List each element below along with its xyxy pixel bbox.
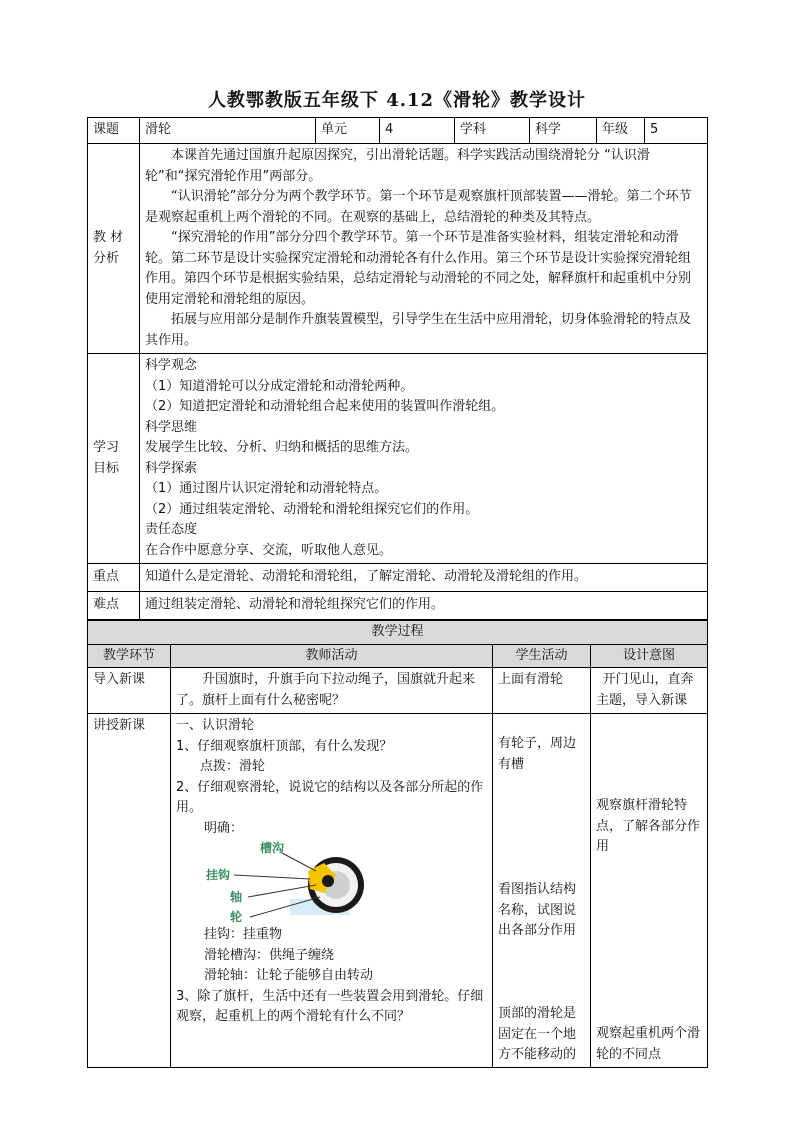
objective-item: 在合作中愿意分享、交流，听取他人意见。 [145, 542, 393, 558]
teacher-line: 点拨：滑轮 [200, 759, 266, 774]
header-teacher: 教师活动 [171, 644, 493, 668]
unit-value: 4 [380, 118, 455, 144]
intro-intent [591, 668, 708, 714]
teacher-line: 滑轮槽沟：供绳子缠绕 [204, 947, 335, 963]
label-hook: 挂钩 [206, 868, 231, 882]
course-value: 滑轮 [140, 118, 316, 144]
document-title: 人教鄂教版五年级下 4.12《滑轮》教学设计 [207, 90, 587, 111]
process-title-row [88, 621, 708, 645]
teacher-line: 1、仔细观察旗杆顶部，有什么发现？ [176, 738, 393, 754]
teacher-line: 2、仔细观察滑轮，说说它的结构以及各部分所起的作用。 [176, 779, 484, 815]
teacher-line: 明确： [204, 820, 244, 836]
intro-teacher [171, 668, 493, 714]
grade-value: 5 [645, 118, 708, 144]
material-paragraph: “探究滑轮的作用”部分分四个教学环节。第一个环节是准备实验材料，组装定滑轮和动滑轮。第二环节是设计实验探究定滑轮和动滑轮各有什么作用。第三个环节是设计实验探究滑轮组作用。第四个环节是根据实验结果，总结定滑轮与动滑轮的不同之处，解释旗杆和起重机中分别使用定滑轮和滑轮组的原因。 [145, 230, 692, 307]
key-points-label: 重点 [88, 564, 140, 592]
label-wheel: 轮 [230, 910, 243, 924]
objective-item: 发展学生比较、分析、归纳和概括的思维方法。 [145, 440, 419, 455]
material-paragraph: 拓展与应用部分是制作升旗装置模型，引导学生在生活中应用滑轮，切身体验滑轮的特点及其作用。 [145, 312, 692, 348]
header-stage: 教学环节 [88, 644, 171, 668]
key-points-text: 知道什么是定滑轮、动滑轮和滑轮组，了解定滑轮、动滑轮及滑轮组的作用。 [140, 564, 708, 592]
lesson-stage: 讲授新课 [88, 714, 171, 1068]
student-answer: 看图指认结构名称，试图说出各部分作用 [498, 882, 577, 938]
lesson-intent [591, 714, 708, 1068]
lesson-row [88, 714, 708, 1068]
info-row-basic [88, 118, 708, 144]
objective-item: （1）知道滑轮可以分成定滑轮和动滑轮两种。 [145, 378, 414, 394]
objective-heading: 责任态度 [145, 522, 198, 537]
difficulties-label: 难点 [88, 592, 140, 620]
student-answer: 有轮子，周边有槽 [498, 736, 577, 772]
objective-heading: 科学探索 [145, 460, 198, 476]
objective-item: （1）通过图片认识定滑轮和动滑轮特点。 [145, 481, 388, 496]
material-paragraph: 本课首先通过国旗升起原因探究，引出滑轮话题。科学实践活动围绕滑轮分 “认识滑轮”和“探究滑轮作用”两部分。 [145, 148, 650, 184]
difficulties-row [88, 592, 708, 620]
teaching-process-table [87, 620, 708, 1068]
process-header-row [88, 644, 708, 668]
subject-label: 学科 [455, 118, 530, 144]
objectives-label: 学习 目标 [88, 354, 140, 564]
intro-row [88, 668, 708, 714]
header-student: 学生活动 [493, 644, 591, 668]
intent-text: 观察起重机两个滑轮的不同点 [596, 1026, 701, 1062]
difficulties-text: 通过组装定滑轮、动滑轮和滑轮组探究它们的作用。 [140, 592, 708, 620]
material-paragraph: “认识滑轮”部分分为两个教学环节。第一个环节是观察旗杆顶部装置——滑轮。第二个环节是观察起重机上两个滑轮的不同。在观察的基础上，总结滑轮的种类及其特点。 [145, 189, 692, 225]
intro-stage: 导入新课 [88, 668, 171, 714]
objectives-row [88, 354, 708, 564]
process-title: 教学过程 [88, 621, 708, 645]
objectives-content [140, 354, 708, 564]
lesson-teacher [171, 714, 493, 1068]
teacher-line: 一、认识滑轮 [176, 718, 255, 733]
teacher-line: 3、除了旗杆，生活中还有一些装置会用到滑轮。仔细观察，起重机上的两个滑轮有什么不同？ [176, 988, 484, 1024]
course-label: 课题 [88, 118, 140, 144]
material-analysis-row [88, 144, 708, 354]
lesson-info-table [87, 117, 708, 620]
subject-value: 科学 [530, 118, 597, 144]
material-analysis-label: 教 材 分析 [88, 144, 140, 354]
intro-student: 上面有滑轮 [493, 668, 591, 714]
objective-item: （2）知道把定滑轮和动滑轮组合起来使用的装置叫作滑轮组。 [145, 399, 505, 414]
objective-item: （2）通过组装定滑轮、动滑轮和滑轮组探究它们的作用。 [145, 501, 479, 517]
key-points-row [88, 564, 708, 592]
material-analysis-content [140, 144, 708, 354]
header-intent: 设计意图 [591, 644, 708, 668]
label-axle: 轴 [230, 890, 243, 904]
unit-label: 单元 [316, 118, 380, 144]
pulley-diagram [204, 841, 404, 923]
objective-heading: 科学观念 [145, 358, 198, 373]
lesson-student [493, 714, 591, 1068]
intent-text: 观察旗杆滑轮特点，了解各部分作用 [596, 798, 701, 854]
grade-label: 年级 [597, 118, 645, 144]
intro-intent-text: 开门见山，直奔主题，导入新课 [596, 672, 694, 708]
teacher-line: 挂钩：挂重物 [204, 927, 283, 942]
student-answer: 顶部的滑轮是固定在一个地方不能移动的 [498, 1006, 577, 1062]
teacher-line: 滑轮轴：让轮子能够自由转动 [204, 968, 374, 983]
label-groove: 槽沟 [260, 841, 285, 855]
objective-heading: 科学思维 [145, 419, 198, 435]
intro-teacher-text: 升国旗时，升旗手向下拉动绳子，国旗就升起来了。旗杆上面有什么秘密呢？ [176, 672, 476, 708]
